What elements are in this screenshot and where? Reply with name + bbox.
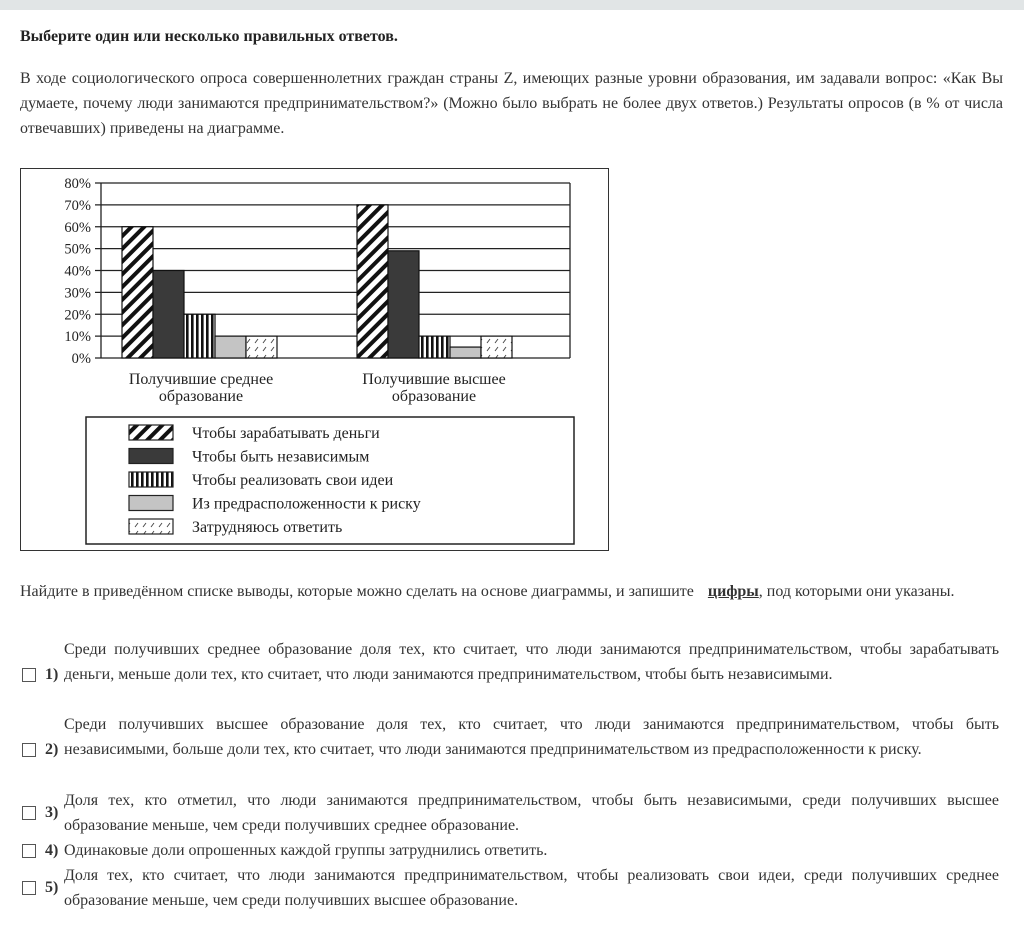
answer-number-4: 4) [45, 842, 59, 859]
x-category-label: образование [391, 388, 477, 405]
answer-number-5: 5) [45, 879, 59, 896]
question-intro: В ходе социологического опроса совершеннолетних граждан страны Z, имеющих разные уровни образования, им задавали вопрос: «Как Вы думаете, почему люди занимаются предпринимательством?» (Можно было выбрать не более двух ответов.) Результаты опросов (в % от числа отвечавших) приведены на диаграмме. [20, 70, 1003, 137]
answer-text-1: Среди получивших среднее образование доля тех, кто считает, что люди занимаются предпринимательством, чтобы зарабатывать деньги, меньше доли тех, кто считает, что люди занимаются предпринимательством, чтобы быть независимыми. [64, 641, 999, 683]
x-category-label: Получившие среднее [128, 371, 274, 388]
legend-swatch [129, 472, 173, 487]
task-keyword: цифры [707, 583, 759, 600]
instruction-heading: Выберите один или несколько правильных ответов. [20, 28, 398, 45]
answer-number-1: 1) [45, 666, 59, 683]
bar [450, 347, 481, 358]
answer-checkbox-1[interactable] [22, 668, 36, 682]
y-tick-label: 0% [71, 351, 91, 367]
y-tick-label: 10% [64, 329, 91, 346]
y-tick-label: 40% [64, 263, 91, 280]
legend-label: Чтобы зарабатывать деньги [192, 425, 380, 442]
bar [481, 336, 512, 358]
answer-text-2: Среди получивших высшее образование доля тех, кто считает, что люди занимаются предпринимательством, чтобы быть независимыми, больше доли тех, кто считает, что люди занимаются предпринимательством из предрасположенности к риску. [64, 716, 999, 758]
bar [246, 336, 277, 358]
answer-checkbox-2[interactable] [22, 743, 36, 757]
legend-label: Затрудняюсь ответить [192, 519, 343, 536]
legend-label: Чтобы быть независимым [192, 448, 370, 466]
answer-option-5 [20, 863, 1003, 913]
bar [388, 251, 419, 358]
legend-swatch [129, 519, 173, 534]
y-tick-label: 70% [64, 197, 91, 214]
legend-label: Чтобы реализовать свои идеи [192, 472, 394, 489]
answer-text-5: Доля тех, кто считает, что люди занимаются предпринимательством, чтобы реализовать свои идеи, среди получивших среднее образование меньше, чем среди получивших высшее образование. [64, 867, 999, 909]
answer-number-2: 2) [45, 741, 59, 758]
bar [122, 227, 153, 358]
bar [184, 314, 215, 358]
answer-number-3: 3) [45, 804, 59, 821]
top-bar [0, 0, 1024, 10]
y-tick-label: 50% [64, 241, 91, 258]
answer-option-2 [20, 712, 1003, 787]
bar [153, 271, 184, 359]
bar [215, 336, 246, 358]
x-category-label: Получившие высшее [362, 371, 506, 388]
y-tick-label: 80% [64, 176, 91, 192]
task-text-after: , под которыми они указаны. [758, 583, 955, 600]
y-tick-label: 30% [64, 285, 91, 302]
bar-chart [21, 169, 610, 552]
answer-text-4: Одинаковые доли опрошенных каждой группы затруднились ответить. [64, 842, 548, 859]
task-text-before: Найдите в приведённом списке выводы, которые можно сделать на основе диаграммы, и запишите [20, 583, 694, 600]
chart-container [20, 168, 609, 551]
legend-swatch [129, 496, 173, 511]
answer-checkbox-3[interactable] [22, 806, 36, 820]
answer-option-1 [20, 637, 1003, 712]
answer-option-3 [20, 788, 1003, 838]
legend-label: Из предрасположенности к риску [192, 495, 421, 513]
y-tick-label: 20% [64, 307, 91, 324]
answer-checkbox-4[interactable] [22, 844, 36, 858]
answer-checkbox-5[interactable] [22, 881, 36, 895]
bar [419, 336, 450, 358]
x-category-label: образование [158, 388, 244, 405]
bar [357, 205, 388, 358]
task-text [20, 579, 1003, 604]
answer-option-4 [20, 838, 1003, 863]
answer-text-3: Доля тех, кто отметил, что люди занимаются предпринимательством, чтобы быть независимыми, среди получивших высшее образование меньше, чем среди получивших среднее образование. [64, 792, 999, 834]
legend-swatch [129, 425, 173, 440]
legend-swatch [129, 449, 173, 464]
y-tick-label: 60% [64, 219, 91, 236]
